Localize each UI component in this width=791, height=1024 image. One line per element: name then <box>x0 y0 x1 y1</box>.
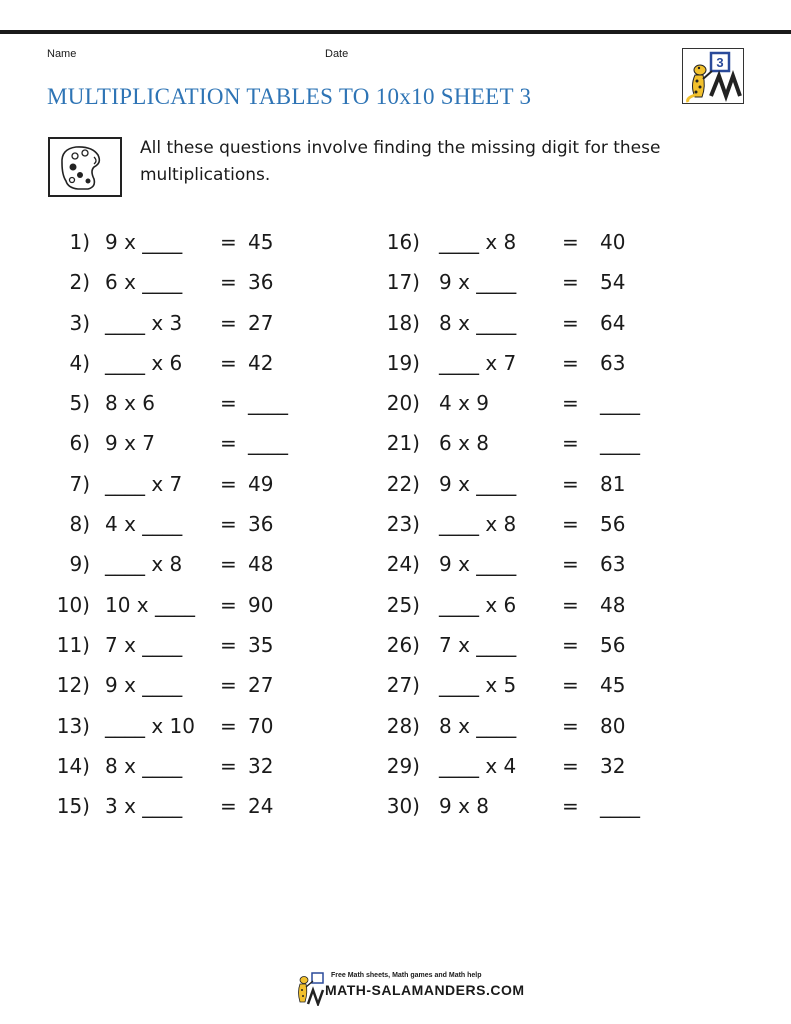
question-row <box>50 228 380 268</box>
equals-sign: = <box>220 673 237 698</box>
question-expression: ____ x 5 <box>439 673 517 698</box>
question-number: 17) <box>386 270 420 295</box>
question-number: 3) <box>69 310 90 335</box>
question-answer: 36 <box>248 270 274 295</box>
question-number: 23) <box>386 512 420 537</box>
question-number: 4) <box>69 350 90 375</box>
equals-sign: = <box>562 673 579 698</box>
equals-sign: = <box>220 632 237 657</box>
equals-sign: = <box>220 512 237 537</box>
question-answer: ____ <box>600 431 640 456</box>
equals-sign: = <box>562 310 579 335</box>
question-row <box>384 671 714 711</box>
question-row <box>384 309 714 349</box>
question-answer: 56 <box>600 632 626 657</box>
question-expression: 3 x ____ <box>105 794 183 819</box>
equals-sign: = <box>562 350 579 375</box>
question-expression: 7 x ____ <box>439 632 517 657</box>
question-answer: ____ <box>248 391 288 416</box>
question-row <box>384 429 714 469</box>
question-number: 13) <box>56 713 90 738</box>
question-row <box>384 752 714 792</box>
question-answer: 27 <box>248 673 274 698</box>
equals-sign: = <box>220 350 237 375</box>
equals-sign: = <box>562 230 579 254</box>
top-rule <box>0 30 791 34</box>
question-row <box>50 309 380 349</box>
equals-sign: = <box>220 592 237 617</box>
equals-sign: = <box>562 431 579 456</box>
question-number: 11) <box>56 632 90 657</box>
footer-branding <box>295 972 525 1006</box>
question-row <box>50 389 380 429</box>
equals-sign: = <box>562 391 579 416</box>
question-expression: 10 x ____ <box>105 592 195 617</box>
question-row <box>384 349 714 389</box>
question-answer: 32 <box>600 753 626 778</box>
question-answer: 42 <box>248 350 274 375</box>
question-answer: 48 <box>600 592 626 617</box>
question-number: 16) <box>386 230 420 254</box>
question-answer: 48 <box>248 552 274 577</box>
equals-sign: = <box>220 794 237 819</box>
name-label: Name <box>47 48 77 60</box>
question-number: 14) <box>56 753 90 778</box>
equals-sign: = <box>562 592 579 617</box>
question-expression: 4 x 9 <box>439 391 489 416</box>
question-expression: 9 x 8 <box>439 794 489 819</box>
question-number: 25) <box>386 592 420 617</box>
question-row <box>50 349 380 389</box>
footer-salamander-icon <box>295 972 325 1006</box>
question-row <box>384 792 714 832</box>
question-number: 28) <box>386 713 420 738</box>
question-number: 1) <box>69 230 90 254</box>
question-answer: ____ <box>248 431 288 456</box>
question-expression: ____ x 6 <box>439 592 517 617</box>
question-answer: 54 <box>600 270 626 295</box>
question-row <box>384 591 714 631</box>
questions-left-column <box>50 228 380 832</box>
question-answer: 80 <box>600 713 626 738</box>
question-answer: 49 <box>248 471 274 496</box>
question-number: 21) <box>386 431 420 456</box>
equals-sign: = <box>562 471 579 496</box>
question-expression: 7 x ____ <box>105 632 183 657</box>
question-number: 8) <box>69 512 90 537</box>
equals-sign: = <box>220 391 237 416</box>
question-answer: 45 <box>600 673 626 698</box>
question-number: 6) <box>69 431 90 456</box>
question-answer: 63 <box>600 552 626 577</box>
footer-site-name: MATH-SALAMANDERS.COM <box>325 982 525 998</box>
page-title: MULTIPLICATION TABLES TO 10x10 SHEET 3 <box>47 84 532 109</box>
question-expression: ____ x 7 <box>439 350 517 375</box>
question-row <box>384 389 714 429</box>
question-row <box>50 591 380 631</box>
question-number: 12) <box>56 673 90 698</box>
question-answer: 32 <box>248 753 274 778</box>
questions-right-column <box>384 228 714 832</box>
question-number: 18) <box>386 310 420 335</box>
question-number: 24) <box>386 552 420 577</box>
equals-sign: = <box>220 310 237 335</box>
equals-sign: = <box>562 632 579 657</box>
question-row <box>50 268 380 308</box>
question-number: 15) <box>56 794 90 819</box>
equals-sign: = <box>220 471 237 496</box>
question-number: 30) <box>386 794 420 819</box>
equals-sign: = <box>220 552 237 577</box>
equals-sign: = <box>562 794 579 819</box>
date-label: Date <box>325 48 349 60</box>
question-expression: 9 x ____ <box>105 673 183 698</box>
question-answer: 35 <box>248 632 274 657</box>
question-expression: 9 x ____ <box>105 230 183 254</box>
question-number: 26) <box>386 632 420 657</box>
question-expression: ____ x 8 <box>439 230 517 254</box>
equals-sign: = <box>562 552 579 577</box>
question-number: 27) <box>386 673 420 698</box>
question-number: 5) <box>69 391 90 416</box>
question-answer: 36 <box>248 512 274 537</box>
question-row <box>384 470 714 510</box>
question-row <box>384 631 714 671</box>
question-expression: 9 x ____ <box>439 552 517 577</box>
question-answer: 90 <box>248 592 274 617</box>
equals-sign: = <box>220 230 237 254</box>
question-row <box>50 470 380 510</box>
footer-tagline: Free Math sheets, Math games and Math help <box>331 972 482 979</box>
question-expression: ____ x 10 <box>105 713 195 738</box>
question-row <box>384 268 714 308</box>
question-expression: 9 x 7 <box>105 431 155 456</box>
question-row <box>50 712 380 752</box>
question-number: 2) <box>69 270 90 295</box>
question-answer: 24 <box>248 794 274 819</box>
question-expression: 8 x 6 <box>105 391 155 416</box>
question-answer: 81 <box>600 471 626 496</box>
question-answer: 63 <box>600 350 626 375</box>
question-answer: 56 <box>600 512 626 537</box>
question-row <box>384 550 714 590</box>
question-answer: 40 <box>600 230 626 254</box>
question-expression: 6 x 8 <box>439 431 489 456</box>
equals-sign: = <box>220 431 237 456</box>
question-row <box>50 671 380 711</box>
question-expression: 8 x ____ <box>105 753 183 778</box>
question-row <box>384 712 714 752</box>
question-expression: ____ x 8 <box>439 512 517 537</box>
question-row <box>50 631 380 671</box>
question-expression: 8 x ____ <box>439 310 517 335</box>
question-number: 9) <box>69 552 90 577</box>
question-answer: 70 <box>248 713 274 738</box>
equals-sign: = <box>562 270 579 295</box>
question-expression: 4 x ____ <box>105 512 183 537</box>
question-answer: ____ <box>600 794 640 819</box>
question-number: 7) <box>69 471 90 496</box>
equals-sign: = <box>562 753 579 778</box>
equals-sign: = <box>562 512 579 537</box>
question-expression: 6 x ____ <box>105 270 183 295</box>
logo-number: 3 <box>716 55 724 70</box>
question-row <box>384 510 714 550</box>
question-row <box>50 752 380 792</box>
question-answer: 64 <box>600 310 626 335</box>
equals-sign: = <box>220 753 237 778</box>
question-row <box>50 550 380 590</box>
question-expression: 9 x ____ <box>439 270 517 295</box>
question-number: 29) <box>386 753 420 778</box>
question-answer: 45 <box>248 230 274 254</box>
equals-sign: = <box>220 713 237 738</box>
question-row <box>50 510 380 550</box>
equals-sign: = <box>562 713 579 738</box>
instructions-text: All these questions involve finding the missing digit for these multiplications. <box>140 138 661 185</box>
question-row <box>50 429 380 469</box>
question-answer: 27 <box>248 310 274 335</box>
question-expression: ____ x 3 <box>105 310 183 335</box>
question-row <box>50 792 380 832</box>
question-expression: ____ x 4 <box>439 753 517 778</box>
question-expression: 8 x ____ <box>439 713 517 738</box>
question-number: 10) <box>56 592 90 617</box>
question-number: 19) <box>386 350 420 375</box>
salamander-doodle-icon <box>48 137 122 197</box>
question-answer: ____ <box>600 391 640 416</box>
question-expression: ____ x 7 <box>105 471 183 496</box>
salamander-logo-icon <box>682 48 744 104</box>
question-expression: 9 x ____ <box>439 471 517 496</box>
question-row <box>384 228 714 268</box>
question-expression: ____ x 6 <box>105 350 183 375</box>
question-number: 20) <box>386 391 420 416</box>
question-number: 22) <box>386 471 420 496</box>
equals-sign: = <box>220 270 237 295</box>
question-expression: ____ x 8 <box>105 552 183 577</box>
